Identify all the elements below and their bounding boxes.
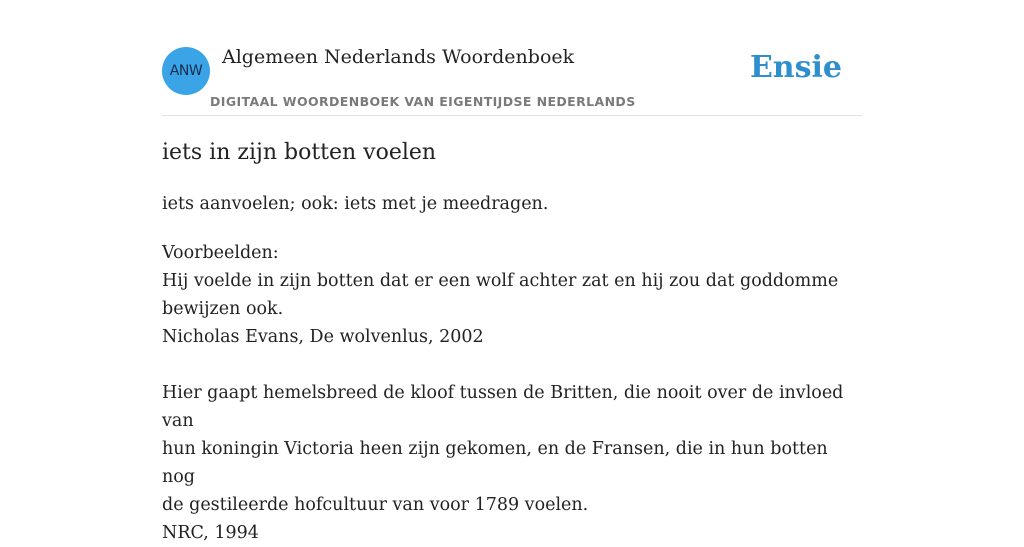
example-line: de gestileerde hofcultuur van voor 1789 voelen.	[162, 495, 589, 515]
entry-definition: iets aanvoelen; ook: iets met je meedragen.	[162, 194, 549, 214]
example-line: hun koningin Victoria heen zijn gekomen, en de Fransen, die in hun botten nog	[162, 439, 828, 487]
example-line: bewijzen ook.	[162, 299, 284, 319]
example-spacer	[162, 351, 862, 379]
page	[162, 0, 862, 543]
example-line: Hij voelde in zijn botten dat er een wolf achter zat en hij zou dat goddomme	[162, 271, 839, 291]
source-title[interactable]: Algemeen Nederlands Woordenboek	[222, 46, 575, 68]
examples-label: Voorbeelden:	[162, 243, 279, 263]
entry-term: iets in zijn botten voelen	[162, 140, 437, 165]
example-source: NRC, 1994	[162, 523, 259, 543]
ensie-logo[interactable]: Ensie	[749, 50, 842, 85]
examples-section	[162, 239, 862, 547]
header	[162, 0, 862, 116]
example-line: Hier gaapt hemelsbreed de kloof tussen de Britten, die nooit over de invloed van	[162, 383, 844, 431]
example-source: Nicholas Evans, De wolvenlus, 2002	[162, 327, 484, 347]
source-subtitle: DIGITAAL WOORDENBOEK VAN EIGENTIJDSE NEDERLANDS	[210, 94, 636, 109]
anw-logo[interactable]: ANW	[162, 47, 210, 95]
